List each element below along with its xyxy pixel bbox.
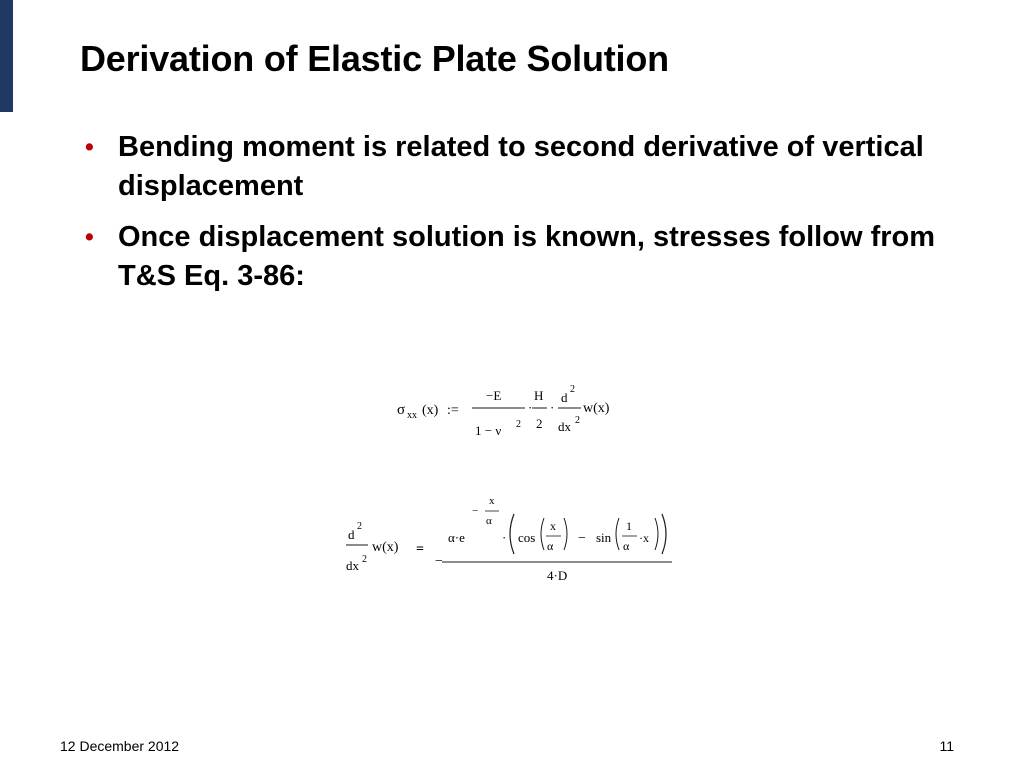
eq1-assign: :=: [447, 403, 459, 418]
eq2-sin-alpha: α: [623, 539, 630, 553]
bullet-text: Bending moment is related to second derivative of vertical displacement: [118, 131, 924, 202]
eq1-den-exp: 2: [516, 419, 521, 430]
stress-equation: [395, 378, 635, 448]
eq2-right-paren: [662, 514, 666, 554]
eq1-d-exp: 2: [570, 384, 575, 395]
eq1-sigma-sub: xx: [407, 410, 417, 421]
eq1-h: H: [534, 388, 544, 403]
eq2-sin-1: 1: [626, 519, 632, 533]
eq1-dx: dx: [558, 419, 571, 434]
eq1-two: 2: [536, 416, 543, 431]
eq2-minus: −: [435, 554, 443, 569]
eq2-denominator: 4·D: [547, 568, 568, 583]
eq1-d: d: [561, 390, 568, 405]
eq2-exp-alpha: α: [486, 515, 492, 527]
eq2-sin-x: ·x: [639, 531, 649, 545]
second-derivative-equation: [342, 490, 682, 590]
eq2-sin: sin: [596, 530, 612, 545]
bullet-list: [85, 128, 965, 308]
second-derivative-equation-graphic: [342, 490, 682, 590]
stress-equation-graphic: [395, 378, 635, 448]
eq2-sin-right-paren: [655, 518, 658, 550]
eq2-d: d: [348, 527, 355, 542]
eq2-dx: dx: [346, 558, 359, 573]
eq2-w: w(x): [372, 540, 399, 555]
bullet-item: [85, 218, 965, 296]
footer-date: 12 December 2012: [60, 738, 180, 754]
eq2-dx-exp: 2: [362, 554, 367, 565]
eq2-equals: =: [416, 542, 424, 557]
eq2-cos-left-paren: [541, 518, 544, 550]
eq2-left-paren: [510, 514, 514, 554]
eq1-denominator: 1 − ν: [475, 423, 502, 438]
eq1-dx-exp: 2: [575, 415, 580, 426]
eq1-dot: ·: [528, 400, 533, 415]
eq2-cos-right-paren: [564, 518, 567, 550]
eq1-sigma: σ: [397, 402, 406, 418]
bullet-marker: •: [85, 133, 94, 161]
eq1-dot2: ·: [550, 400, 555, 415]
bullet-item: [85, 128, 965, 206]
eq2-cos-x: x: [550, 519, 556, 533]
slide-title: Derivation of Elastic Plate Solution: [80, 38, 669, 79]
bullet-marker: •: [85, 223, 94, 251]
page-number: 11: [939, 738, 954, 754]
eq2-exp-x: x: [489, 495, 495, 507]
eq2-exp-minus: −: [472, 505, 479, 517]
bullet-text: Once displacement solution is known, stresses follow from T&S Eq. 3-86:: [118, 221, 936, 292]
eq1-w: w(x): [583, 401, 610, 416]
eq2-sin-left-paren: [616, 518, 619, 550]
eq1-arg: (x): [422, 403, 439, 418]
eq2-cos: cos: [518, 530, 536, 545]
eq2-minus2: −: [578, 531, 586, 546]
eq2-d-exp: 2: [357, 521, 362, 532]
eq1-numerator: −E: [486, 388, 502, 403]
eq2-cos-alpha: α: [547, 539, 554, 553]
eq2-alpha-e: α·e: [448, 530, 465, 545]
eq2-dot: ·: [502, 530, 507, 545]
accent-bar: [0, 0, 13, 112]
